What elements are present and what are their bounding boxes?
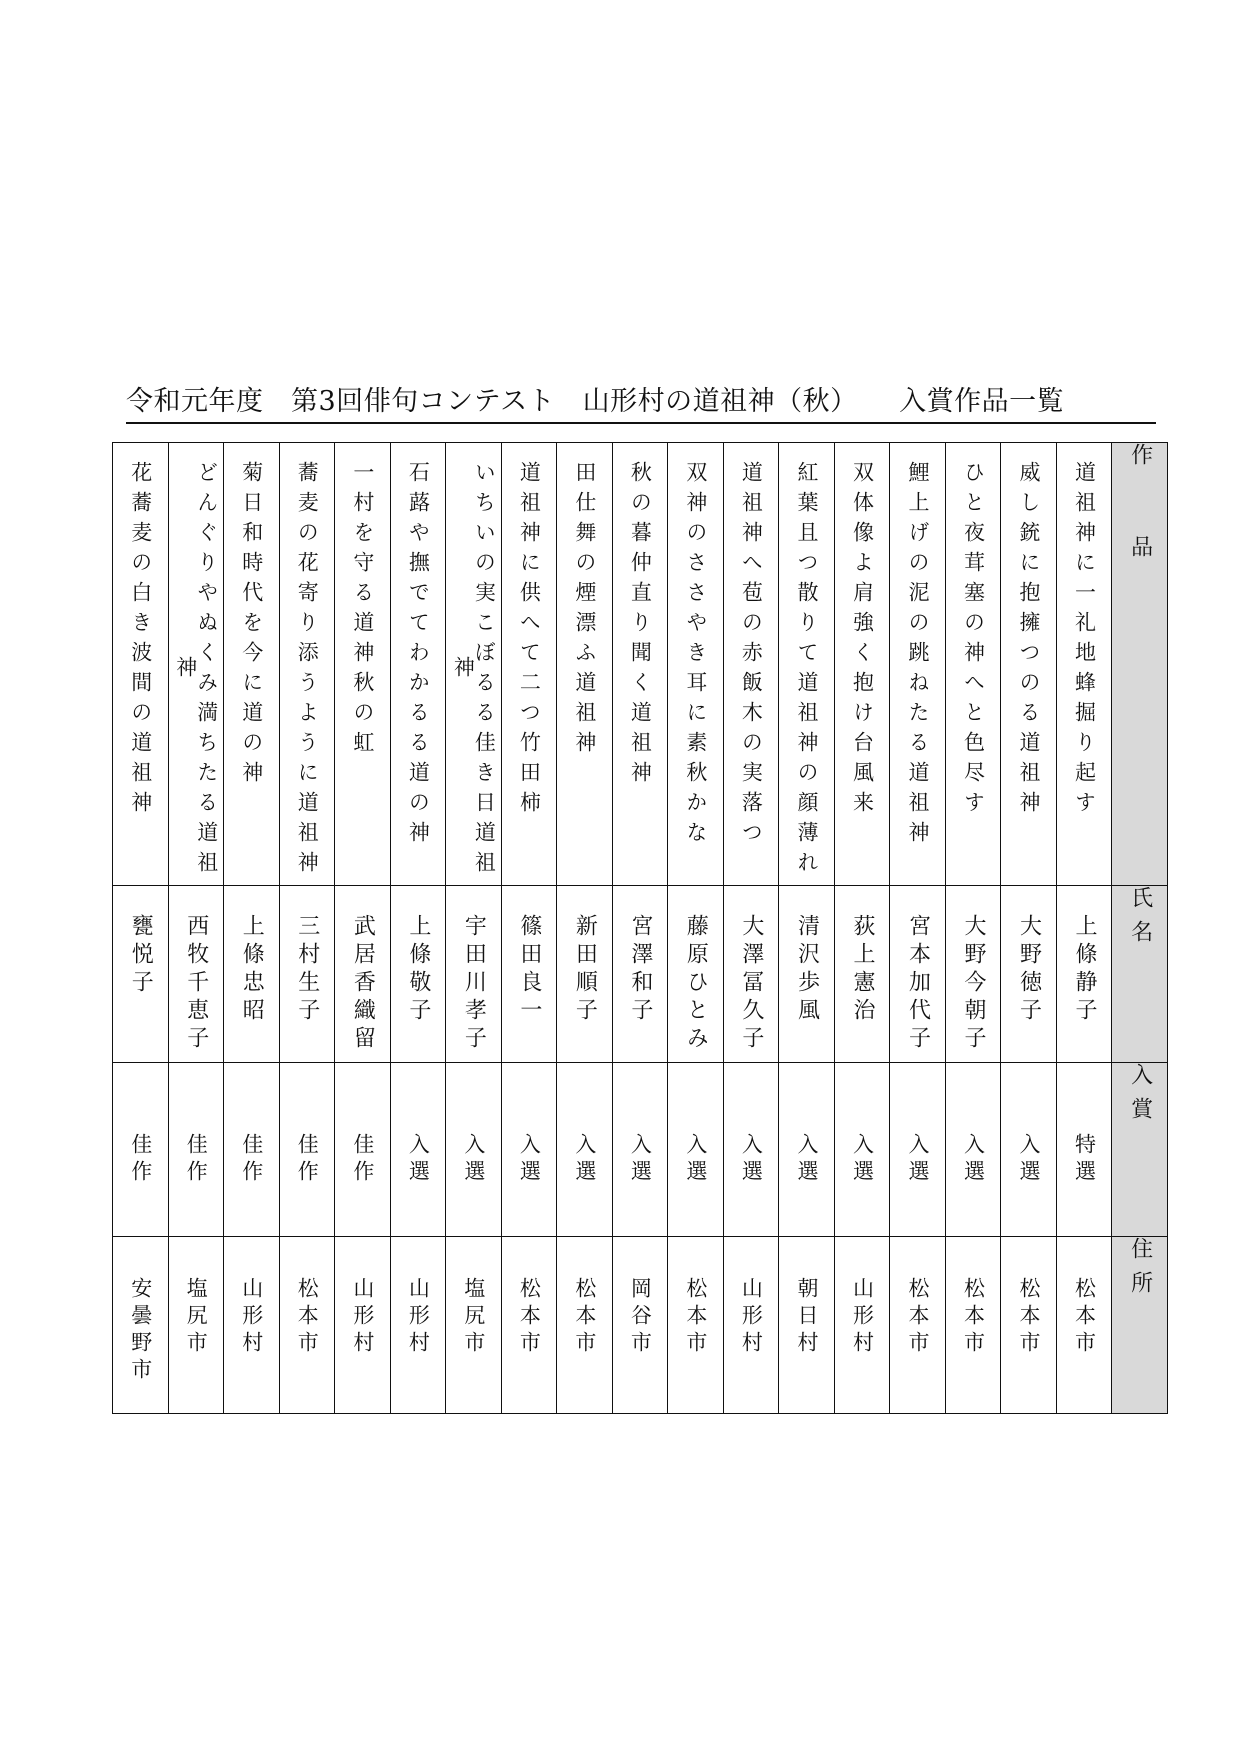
name-text: 上條敬子 [405,914,431,1026]
award-cell [612,1063,668,1237]
address-cell [668,1237,724,1414]
work-text: 一村を守る道神秋の虹 [350,461,375,761]
award-text: 佳作 [350,1133,375,1187]
name-cell [390,886,446,1063]
name-text: 藤原ひとみ [683,914,709,1054]
award-cell [279,1063,335,1237]
award-cell [779,1063,835,1237]
name-cell [335,886,391,1063]
address-row [113,1237,1168,1414]
address-text: 朝日村 [794,1277,819,1358]
name-text: 宮澤和子 [627,914,653,1026]
work-text: 花蕎麦の白き波間の道祖神 [128,461,153,821]
work-text: いちいの実こぼるる佳き日道祖神 [451,461,497,881]
award-text: 入選 [628,1133,653,1187]
award-cell [446,1063,502,1237]
work-cell [501,443,557,886]
name-text: 大野今朝子 [960,914,986,1054]
work-text: 鯉上げの泥の跳ねたる道祖神 [905,461,930,851]
award-text: 入選 [517,1133,542,1187]
award-text: 入選 [406,1133,431,1187]
work-cell [390,443,446,886]
award-cell [834,1063,890,1237]
address-text: 山形村 [739,1277,764,1358]
header-work [1112,443,1168,886]
work-text: どんぐりやぬくみ満ちたる道祖神 [173,461,219,881]
name-text: 宮本加代子 [905,914,931,1054]
work-text: 蕎麦の花寄り添うように道祖神 [295,461,320,881]
name-cell [113,886,169,1063]
work-text: 道祖神に供へて二つ竹田柿 [517,461,542,821]
page-title: 令和元年度 第3回俳句コンテスト 山形村の道祖神（秋） 入賞作品一覧 [126,384,1156,424]
work-cell [113,443,169,886]
work-cell [557,443,613,886]
name-text: 篠田良一 [516,914,542,1026]
address-cell [279,1237,335,1414]
address-text: 山形村 [239,1277,264,1358]
name-text: 宇田川孝子 [461,914,487,1054]
work-text: 道祖神に一礼地蜂掘り起す [1072,461,1097,821]
address-cell [779,1237,835,1414]
award-text: 佳作 [184,1133,209,1187]
address-cell [501,1237,557,1414]
award-text: 入選 [461,1133,486,1187]
address-cell [723,1237,779,1414]
work-cell [668,443,724,886]
work-text: 菊日和時代を今に道の神 [239,461,264,791]
work-text: 紅葉且つ散りて道祖神の顔薄れ [794,461,819,881]
name-cell [1001,886,1057,1063]
award-cell [501,1063,557,1237]
award-cell [668,1063,724,1237]
name-cell [834,886,890,1063]
name-cell [723,886,779,1063]
work-cell [945,443,1001,886]
address-text: 松本市 [572,1277,597,1358]
address-cell [1056,1237,1112,1414]
award-table [112,442,1168,1414]
name-text: 大澤冨久子 [738,914,764,1054]
header-name [1112,886,1168,1063]
name-cell [890,886,946,1063]
work-text: 双体像よ肩強く抱け台風来 [850,461,875,821]
address-text: 安曇野市 [128,1277,153,1385]
name-text: 三村生子 [294,914,320,1026]
name-cell [779,886,835,1063]
name-cell [668,886,724,1063]
award-cell [113,1063,169,1237]
name-cell [224,886,280,1063]
header-label: 氏名 [1127,886,1153,954]
name-row [113,886,1168,1063]
award-cell [723,1063,779,1237]
work-text: 田仕舞の煙漂ふ道祖神 [572,461,597,761]
work-cell [168,443,224,886]
work-text: 双神のささやき耳に素秋かな [683,461,708,851]
award-cell [945,1063,1001,1237]
award-text: 入選 [794,1133,819,1187]
name-text: 新田順子 [572,914,598,1026]
header-label: 入賞 [1127,1063,1153,1131]
name-text: 武居香織留 [350,914,376,1054]
award-cell [1001,1063,1057,1237]
name-cell [557,886,613,1063]
address-text: 塩尻市 [184,1277,209,1358]
name-text: 大野徳子 [1016,914,1042,1026]
address-text: 松本市 [1072,1277,1097,1358]
name-text: 上條忠昭 [239,914,265,1026]
address-text: 山形村 [850,1277,875,1358]
address-cell [890,1237,946,1414]
address-text: 山形村 [406,1277,431,1358]
address-cell [168,1237,224,1414]
header-address [1112,1237,1168,1414]
work-cell [335,443,391,886]
address-cell [446,1237,502,1414]
address-cell [1001,1237,1057,1414]
award-text: 入選 [572,1133,597,1187]
name-cell [279,886,335,1063]
award-cell [890,1063,946,1237]
work-text: 石蕗や撫でてわかるる道の神 [406,461,431,851]
address-cell [834,1237,890,1414]
work-text: 秋の暮仲直り聞く道祖神 [628,461,653,791]
address-cell [335,1237,391,1414]
header-label: 作品 [1127,443,1153,627]
address-text: 松本市 [905,1277,930,1358]
name-cell [168,886,224,1063]
address-cell [113,1237,169,1414]
award-text: 入選 [683,1133,708,1187]
work-cell [1001,443,1057,886]
award-cell [335,1063,391,1237]
name-text: 荻上憲治 [849,914,875,1026]
work-cell [723,443,779,886]
address-text: 松本市 [1017,1277,1041,1358]
header-award [1112,1063,1168,1237]
award-text: 佳作 [239,1133,264,1187]
work-text: 道祖神へ苞の赤飯木の実落つ [739,461,764,851]
name-text: 甕悦子 [128,914,154,998]
header-label: 住所 [1127,1237,1153,1305]
address-cell [390,1237,446,1414]
work-text: ひと夜茸塞の神へと色尽す [961,461,986,821]
name-cell [446,886,502,1063]
name-text: 清沢歩風 [794,914,820,1026]
work-cell [224,443,280,886]
work-cell [779,443,835,886]
name-cell [945,886,1001,1063]
address-cell [557,1237,613,1414]
work-row [113,443,1168,886]
work-text: 威し銃に抱擁つのる道祖神 [1017,461,1041,821]
address-text: 岡谷市 [628,1277,653,1358]
address-cell [612,1237,668,1414]
address-text: 山形村 [350,1277,375,1358]
award-text: 入選 [739,1133,764,1187]
work-cell [834,443,890,886]
award-text: 佳作 [128,1133,153,1187]
work-cell [890,443,946,886]
award-cell [1056,1063,1112,1237]
work-cell [1056,443,1112,886]
name-cell [612,886,668,1063]
award-text: 入選 [850,1133,875,1187]
name-text: 西牧千恵子 [183,914,209,1054]
award-text: 特選 [1072,1133,1097,1187]
award-cell [557,1063,613,1237]
award-text: 入選 [905,1133,930,1187]
work-cell [446,443,502,886]
name-cell [1056,886,1112,1063]
address-cell [224,1237,280,1414]
work-cell [279,443,335,886]
award-text: 入選 [961,1133,986,1187]
award-text: 入選 [1017,1133,1041,1187]
address-text: 松本市 [683,1277,708,1358]
address-text: 松本市 [961,1277,986,1358]
name-cell [501,886,557,1063]
award-text: 佳作 [295,1133,320,1187]
award-cell [224,1063,280,1237]
address-text: 塩尻市 [461,1277,486,1358]
address-text: 松本市 [295,1277,320,1358]
name-text: 上條静子 [1072,914,1098,1026]
award-cell [390,1063,446,1237]
address-text: 松本市 [517,1277,542,1358]
award-cell [168,1063,224,1237]
address-cell [945,1237,1001,1414]
work-cell [612,443,668,886]
award-row [113,1063,1168,1237]
